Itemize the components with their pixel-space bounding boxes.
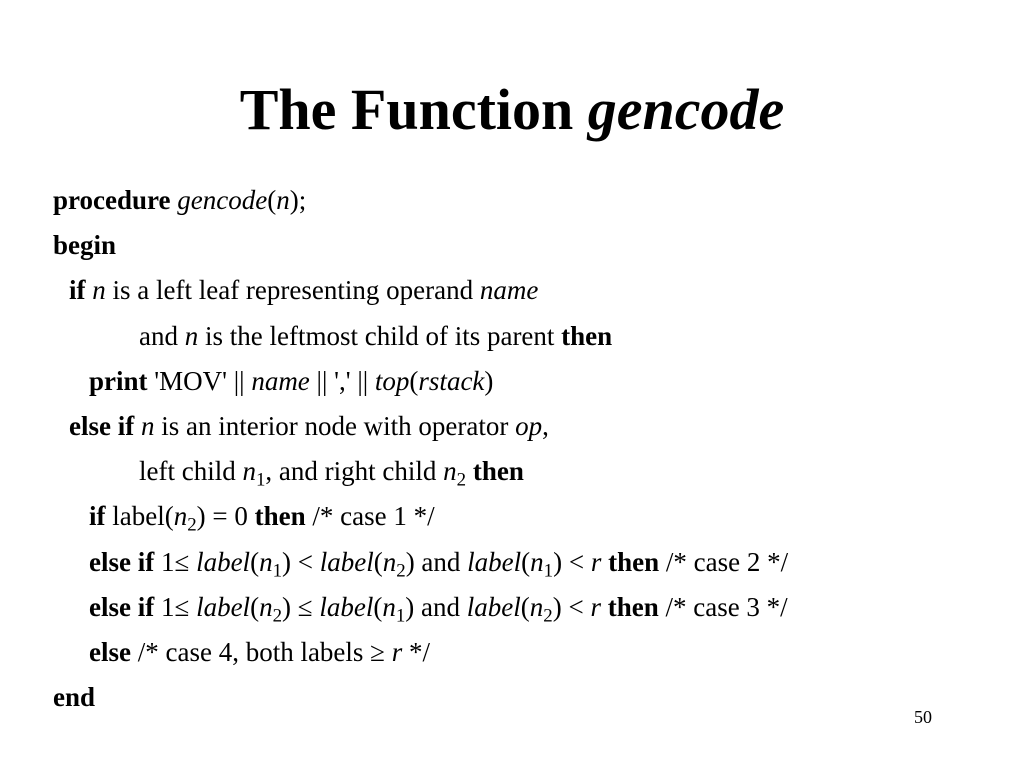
keyword: else xyxy=(89,636,131,667)
variable: n xyxy=(530,546,544,577)
code-text: ); xyxy=(289,185,307,215)
variable: n xyxy=(140,410,155,441)
keyword: then xyxy=(254,501,306,532)
variable: name xyxy=(479,275,539,306)
subscript: 1 xyxy=(543,559,554,581)
code-line-11 xyxy=(53,630,1013,675)
variable: n xyxy=(242,456,256,487)
keyword: procedure xyxy=(53,185,171,215)
code-text: ) and xyxy=(405,591,467,622)
code-line-2 xyxy=(53,223,1013,268)
variable: n xyxy=(382,591,396,622)
variable: rstack xyxy=(418,365,485,396)
keyword: print xyxy=(89,365,148,396)
code-text: ) < xyxy=(282,546,320,577)
code-line-8 xyxy=(53,494,1013,539)
code-text: , and right child xyxy=(265,456,444,487)
function-name: label xyxy=(319,546,374,577)
code-text: is a left leaf representing operand xyxy=(105,275,480,306)
variable: n xyxy=(276,185,290,215)
variable: n xyxy=(259,546,273,577)
keyword: then xyxy=(472,456,524,487)
code-text: ) < xyxy=(553,546,591,577)
function-name: label xyxy=(196,591,251,622)
keyword: end xyxy=(53,682,96,713)
function-name: label xyxy=(196,546,251,577)
subscript: 1 xyxy=(255,469,266,491)
code-text: ( xyxy=(409,365,419,396)
code-text: is an interior node with operator xyxy=(154,410,516,441)
code-text: ( xyxy=(373,546,383,577)
keyword: else if xyxy=(89,591,155,622)
code-text: ( xyxy=(520,591,530,622)
keyword: else if xyxy=(69,410,135,441)
code-text: 1≤ xyxy=(154,546,197,577)
code-line-7 xyxy=(53,449,1013,494)
variable: n xyxy=(529,591,544,622)
comment: /* case 2 */ xyxy=(659,546,789,577)
code-text: label( xyxy=(105,501,174,532)
code-text: ) < xyxy=(552,591,591,622)
code-text: , xyxy=(542,410,549,441)
variable: n xyxy=(173,501,188,532)
keyword: if xyxy=(69,275,86,306)
code-text: ( xyxy=(267,185,277,215)
code-line-5 xyxy=(53,359,1013,404)
keyword: then xyxy=(561,320,613,351)
keyword: then xyxy=(608,546,660,577)
code-text: ) and xyxy=(405,546,468,577)
code-text: ( xyxy=(250,546,260,577)
code-text: left child xyxy=(139,456,243,487)
title-main: The Function xyxy=(239,77,588,142)
comment: /* case 3 */ xyxy=(658,591,788,622)
variable: n xyxy=(443,456,457,487)
variable: r xyxy=(590,591,601,622)
function-name: top xyxy=(374,365,410,396)
code-text: ( xyxy=(250,591,260,622)
code-line-10 xyxy=(53,585,1013,630)
code-line-9 xyxy=(53,540,1013,585)
code-text: and xyxy=(139,320,185,351)
code-text: is the leftmost child of its parent xyxy=(198,320,562,351)
subscript: 2 xyxy=(456,469,467,491)
code-line-3 xyxy=(53,268,1013,313)
subscript: 1 xyxy=(272,559,283,581)
comment: /* case 4, both labels ≥ xyxy=(130,636,392,667)
subscript: 2 xyxy=(396,559,406,581)
comment: */ xyxy=(402,636,431,667)
keyword: then xyxy=(607,591,659,622)
code-text: ) xyxy=(484,365,494,396)
function-name: gencode xyxy=(177,185,268,215)
variable: n xyxy=(382,546,397,577)
code-text: 1≤ xyxy=(154,591,197,622)
variable: r xyxy=(590,546,602,577)
code-line-6 xyxy=(53,404,1013,449)
function-name: label xyxy=(467,546,522,577)
function-name: label xyxy=(466,591,521,622)
code-text: ( xyxy=(373,591,383,622)
function-name: label xyxy=(319,591,374,622)
title-italic: gencode xyxy=(587,77,785,142)
code-text: ) ≤ xyxy=(282,591,320,622)
slide-title xyxy=(0,72,1024,148)
variable: name xyxy=(251,365,310,396)
variable: n xyxy=(184,320,199,351)
code-block xyxy=(53,178,1013,720)
code-text: ) = 0 xyxy=(196,501,255,532)
keyword: begin xyxy=(53,230,117,261)
keyword: else if xyxy=(89,546,155,577)
subscript: 1 xyxy=(395,604,406,626)
code-text: ( xyxy=(521,546,531,577)
variable: n xyxy=(259,591,273,622)
page-number: 50 xyxy=(914,707,932,727)
code-line-12 xyxy=(53,675,1013,720)
subscript: 2 xyxy=(543,604,553,626)
subscript: 2 xyxy=(187,514,197,536)
variable: r xyxy=(391,636,403,667)
subscript: 2 xyxy=(272,604,283,626)
code-text: || ',' || xyxy=(309,365,375,396)
code-line-4 xyxy=(53,314,1013,359)
variable: op xyxy=(515,410,543,441)
code-text: 'MOV' || xyxy=(147,365,252,396)
code-line-1 xyxy=(53,178,1013,223)
comment: /* case 1 */ xyxy=(305,501,435,532)
variable: n xyxy=(92,275,106,306)
keyword: if xyxy=(89,501,106,532)
